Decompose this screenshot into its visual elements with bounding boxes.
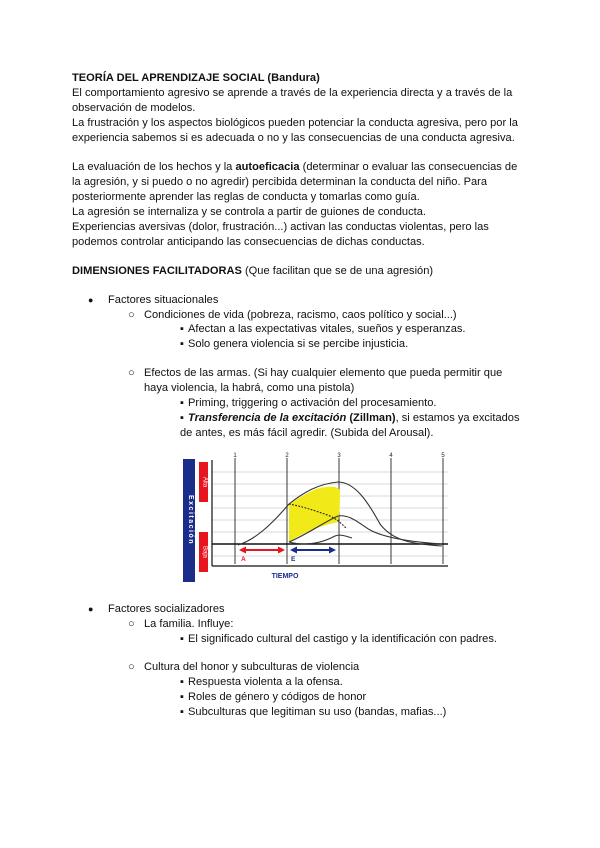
- hollow-bullet-icon: ○: [128, 661, 135, 673]
- square-bullet-icon: ▪: [180, 338, 184, 350]
- filled-bullet-icon: ●: [88, 295, 94, 305]
- x-axis-label: TIEMPO: [271, 573, 299, 580]
- living-item: Solo genera violencia si se percibe injusticia.: [188, 338, 409, 350]
- honor-item: Subculturas que legitiman su uso (bandas, mafias...): [188, 706, 447, 718]
- filled-bullet-icon: ●: [88, 604, 94, 614]
- event-e-label: E: [291, 556, 296, 563]
- paragraph-line: El comportamiento agresivo se aprende a través de la experiencia directa y a través de la: [72, 87, 513, 99]
- excitation-transfer-figure: [180, 450, 452, 586]
- x-tick-label: 1: [233, 453, 237, 459]
- square-bullet-icon: ▪: [180, 323, 184, 335]
- family-label: La familia. Influye:: [144, 618, 234, 630]
- paragraph-line: Experiencias aversivas (dolor, frustración...) activan las conductas violentas, pero las: [72, 221, 489, 233]
- situational-label: Factores situacionales: [108, 294, 219, 306]
- square-bullet-icon: ▪: [180, 691, 184, 703]
- paragraph-line: posteriormente aprender las reglas de conducta y tomarlas como guía.: [72, 191, 420, 203]
- upper-level-label: Alta: [201, 476, 208, 488]
- weapons-label: Efectos de las armas. (Si hay cualquier elemento que pueda permitir que: [144, 367, 503, 379]
- square-bullet-icon: ▪: [180, 397, 184, 409]
- hollow-bullet-icon: ○: [128, 618, 135, 630]
- weapons-item-cont: de antes, es más fácil agredir. (Subida del Arousal).: [180, 427, 434, 439]
- lower-level-label: Baja: [201, 545, 208, 559]
- hollow-bullet-icon: ○: [128, 309, 135, 321]
- paragraph-line: observación de modelos.: [72, 102, 196, 114]
- honor-label: Cultura del honor y subculturas de violencia: [144, 661, 360, 673]
- dimensions-title: DIMENSIONES FACILITADORAS: [72, 265, 242, 277]
- excitation-transfer-term: Transferencia de la excitación: [188, 412, 347, 424]
- autoeficacia-term: autoeficacia: [235, 161, 300, 173]
- text-segment: , si estamos ya excitados: [395, 412, 520, 424]
- text-segment: La evaluación de los hechos y la: [72, 161, 236, 173]
- square-bullet-icon: ▪: [180, 412, 184, 424]
- honor-item: Respuesta violenta a la ofensa.: [188, 676, 343, 688]
- weapons-label-cont: haya violencia, la habrá, como una pistola): [144, 382, 355, 394]
- theory-title: TEORÍA DEL APRENDIZAJE SOCIAL: [72, 72, 265, 84]
- paragraph-line: La frustración y los aspectos biológicos pueden potenciar la conducta agresiva, pero por la: [72, 117, 518, 129]
- paragraph-line: experiencia sabemos si es adecuada o no y las consecuencias de una conducta agresiva.: [72, 132, 515, 144]
- living-conditions-label: Condiciones de vida (pobreza, racismo, caos político y social...): [144, 309, 457, 321]
- honor-item: Roles de género y códigos de honor: [188, 691, 367, 703]
- y-axis-label: Excitación: [187, 494, 194, 546]
- weapons-item: Priming, triggering o activación del procesamiento.: [188, 397, 437, 409]
- x-tick-label: 3: [337, 453, 341, 459]
- paragraph-line: La agresión se internaliza y se controla a partir de guiones de conducta.: [72, 206, 426, 218]
- weapons-item-zillman: [188, 411, 520, 426]
- square-bullet-icon: ▪: [180, 633, 184, 645]
- socializing-label: Factores socializadores: [108, 603, 225, 615]
- paragraph-line: la agresión, y si puedo o no agredir) percibida determinan la conducta del niño. Para: [72, 176, 488, 188]
- x-tick-label: 4: [389, 453, 393, 459]
- hollow-bullet-icon: ○: [128, 367, 135, 379]
- square-bullet-icon: ▪: [180, 676, 184, 688]
- family-item: El significado cultural del castigo y la identificación con padres.: [188, 633, 497, 645]
- text-segment: (determinar o evaluar las consecuencias de: [299, 161, 518, 173]
- living-item: Afectan a las expectativas vitales, sueños y esperanzas.: [188, 323, 466, 335]
- paragraph-line: podemos controlar anticipando las consecuencias de dichas conductas.: [72, 236, 425, 248]
- section-title-theory: [72, 71, 320, 86]
- event-a-label: A: [241, 556, 246, 563]
- square-bullet-icon: ▪: [180, 706, 184, 718]
- paragraph-line-autoeficacia: [72, 160, 517, 175]
- x-tick-label: 5: [441, 453, 445, 459]
- theory-author: (Bandura): [264, 72, 320, 84]
- section-title-dimensions: [72, 264, 433, 279]
- dimensions-subtitle: (Que facilitan que se de una agresión): [241, 265, 434, 277]
- x-tick-label: 2: [285, 453, 289, 459]
- zillman-author: (Zillman): [346, 412, 396, 424]
